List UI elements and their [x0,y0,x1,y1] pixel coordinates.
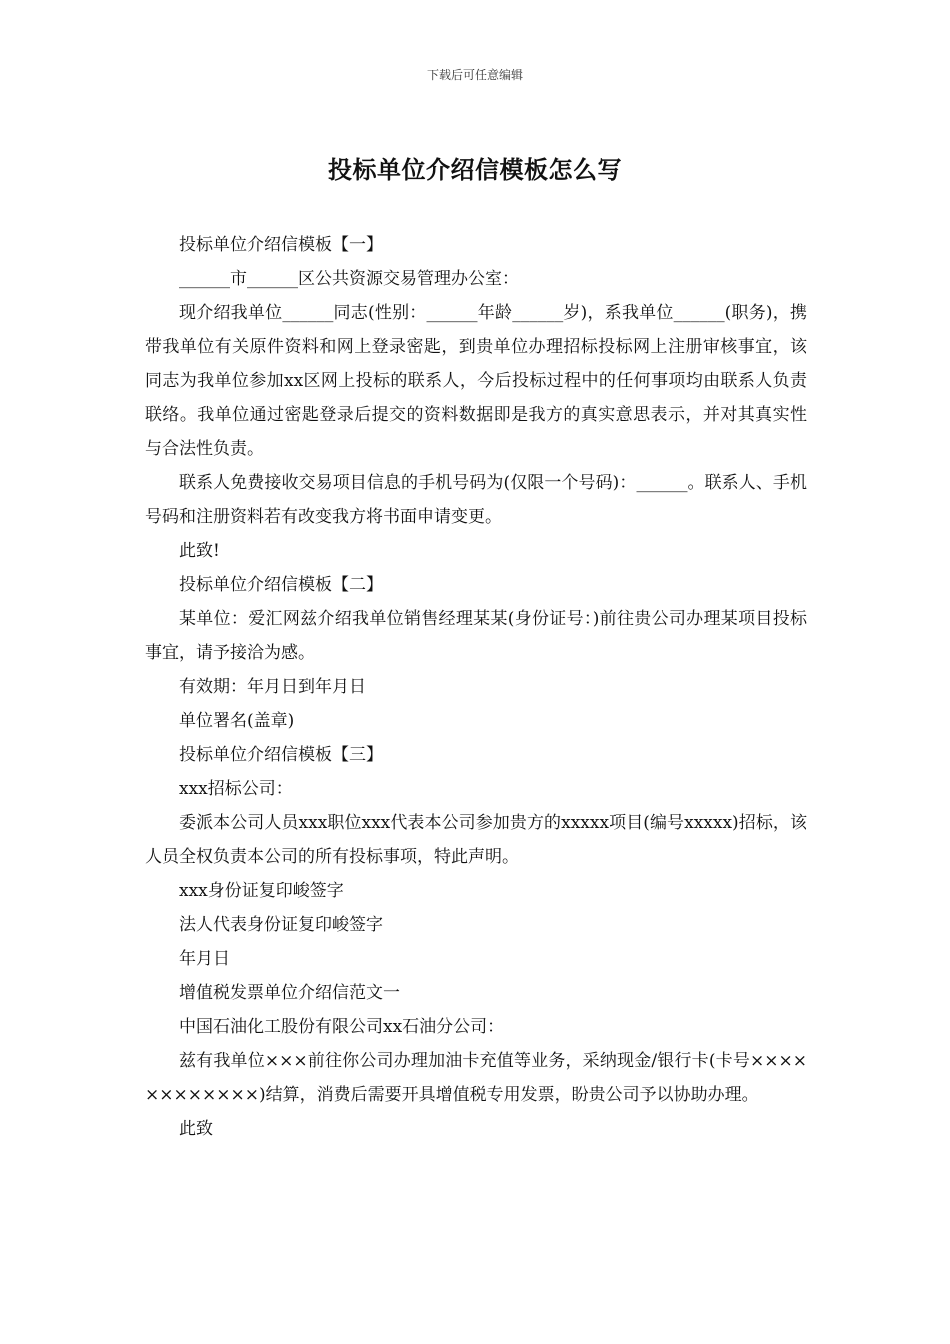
section-heading-3: 投标单位介绍信模板【三】 [179,745,383,765]
date-line: 年月日 [179,949,230,969]
section-heading-1: 投标单位介绍信模板【一】 [179,235,383,255]
closing-4: 此致 [179,1119,213,1139]
document-body [145,228,807,1146]
section-heading-2: 投标单位介绍信模板【二】 [179,575,383,595]
paragraph-contact: 联系人免费接收交易项目信息的手机号码为(仅限一个号码)：______。联系人、手机号码和注册资料若有改变我方将书面申请变更。 [145,473,807,527]
addressee-3: xxx招标公司： [179,779,293,799]
closing-1: 此致! [179,541,220,561]
paragraph-template-2: 某单位：爱汇网兹介绍我单位销售经理某某(身份证号：)前往贵公司办理某项目投标事宜，请予接洽为感。 [145,609,807,663]
id-signature-line: xxx身份证复印峻签字 [179,881,344,901]
paragraph-introduction: 现介绍我单位______同志(性别：______年龄______岁)，系我单位______(职务)，携带我单位有关原件资料和网上登录密匙，到贵单位办理招标投标网上注册审核事宜，该同志为我单位参加xx区网上投标的联系人，今后投标过程中的任何事项均由联系人负责联络。我单位通过密匙登录后提交的资料数据即是我方的真实意思表示，并对其真实性与合法性负责。 [145,303,807,459]
section-heading-4: 增值税发票单位介绍信范文一 [179,983,400,1003]
paragraph-template-4: 兹有我单位×××前往你公司办理加油卡充值等业务，采纳现金/银行卡(卡号××××××××××××)结算，消费后需要开具增值税专用发票，盼贵公司予以协助办理。 [145,1051,807,1105]
signature-line: 单位署名(盖章) [179,711,295,731]
header-note: 下载后可任意编辑 [426,68,523,82]
addressee-4: 中国石油化工股份有限公司xx石油分公司： [179,1017,505,1037]
paragraph-template-3: 委派本公司人员xxx职位xxx代表本公司参加贵方的xxxxx项目(编号xxxxx)招标，该人员全权负责本公司的所有投标事项，特此声明。 [145,813,807,867]
addressee-1: ______市______区公共资源交易管理办公室： [179,269,519,289]
document-title: 投标单位介绍信模板怎么写 [328,155,622,184]
validity-line: 有效期：年月日到年月日 [179,677,366,697]
legal-rep-signature-line: 法人代表身份证复印峻签字 [179,915,383,935]
